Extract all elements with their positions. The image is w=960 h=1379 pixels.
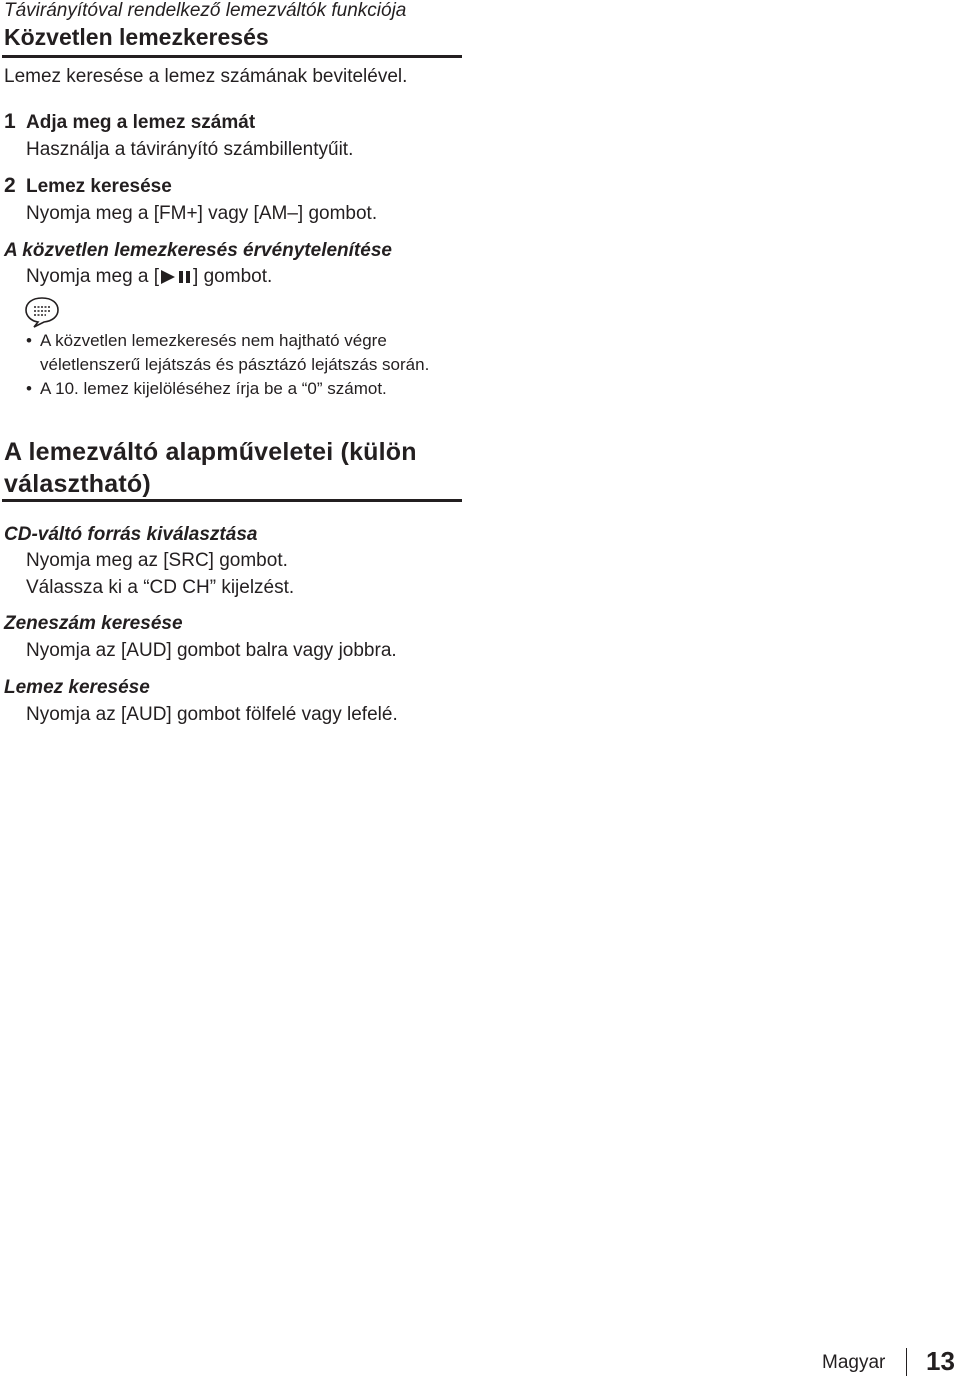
- title-rule: [2, 55, 462, 58]
- cd-source-text-2: Válassza ki a “CD CH” kijelzést.: [26, 577, 295, 598]
- cd-source-text: Nyomja meg az [SRC] gombot.: [26, 550, 288, 571]
- cd-source-title: CD-váltó forrás kiválasztása: [4, 524, 258, 545]
- play-pause-icon: [159, 269, 193, 285]
- note-item-2: [26, 379, 387, 399]
- note-item-1: [26, 331, 430, 375]
- section-header: Távirányítóval rendelkező lemezváltók funkciója: [4, 0, 407, 21]
- cancel-text-before: Nyomja meg a [: [26, 266, 160, 287]
- track-search-text: Nyomja az [AUD] gombot balra vagy jobbra.: [26, 640, 397, 661]
- changer-ops-title-line2: választható): [4, 470, 151, 498]
- footer-language: Magyar: [822, 1352, 886, 1373]
- disc-search-title: Lemez keresése: [4, 677, 150, 698]
- direct-search-title: Közvetlen lemezkeresés: [4, 24, 269, 50]
- track-search-title: Zeneszám keresése: [4, 613, 183, 634]
- changer-ops-title: [4, 436, 417, 500]
- direct-search-intro: Lemez keresése a lemez számának bevitelével.: [4, 66, 408, 87]
- bullet: •: [26, 331, 32, 350]
- note-line: A 10. lemez kijelöléséhez írja be a “0” számot.: [40, 379, 387, 398]
- cancel-text: [26, 266, 272, 288]
- step-title-1: Adja meg a lemez számát: [26, 112, 256, 133]
- note-line: véletlenszerű lejátszás és pásztázó lejátszás során.: [40, 355, 430, 374]
- note-line: A közvetlen lemezkeresés nem hajtható végre: [40, 331, 387, 350]
- note-icon: [24, 296, 60, 328]
- step-text-1: Használja a távirányító számbillentyűit.: [26, 139, 354, 160]
- disc-search-text: Nyomja az [AUD] gombot fölfelé vagy lefelé.: [26, 704, 398, 725]
- step-text-2: Nyomja meg a [FM+] vagy [AM–] gombot.: [26, 203, 378, 224]
- page-number: 13: [926, 1346, 955, 1376]
- step-number-1: 1: [4, 110, 16, 133]
- cancel-title: A közvetlen lemezkeresés érvénytelenítése: [4, 240, 392, 261]
- title-rule: [2, 499, 462, 502]
- cancel-text-after: ] gombot.: [193, 266, 273, 287]
- step-title-2: Lemez keresése: [26, 176, 172, 197]
- step-number-2: 2: [4, 174, 16, 197]
- footer-divider: [906, 1348, 907, 1376]
- changer-ops-title-line1: A lemezváltó alapműveletei (külön: [4, 438, 417, 466]
- bullet: •: [26, 379, 32, 398]
